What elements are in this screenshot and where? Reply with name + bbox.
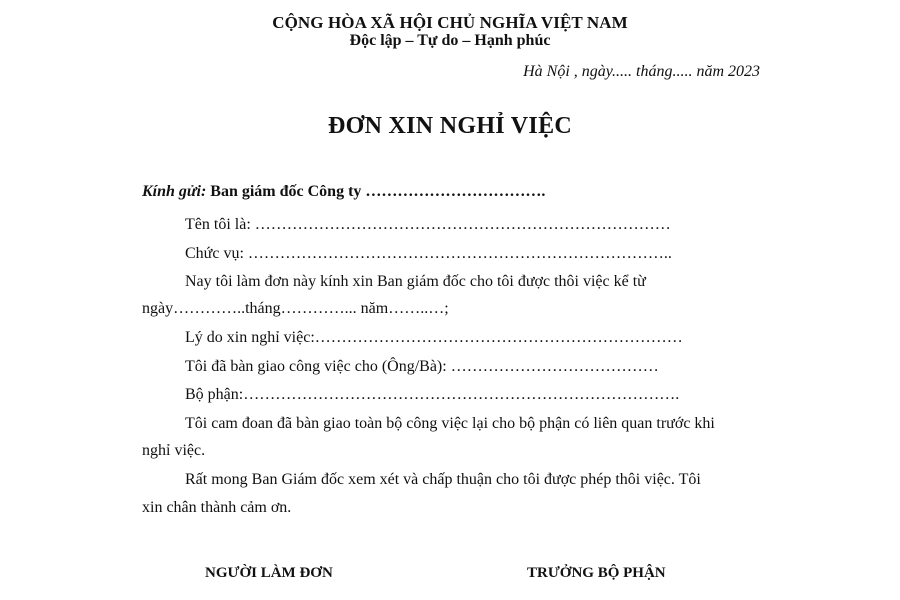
national-title: CỘNG HÒA XÃ HỘI CHỦ NGHĨA VIỆT NAM <box>272 13 628 32</box>
commitment-line-2: nghỉ việc. <box>142 442 206 459</box>
place-date-line: Hà Nội , ngày..... tháng..... năm 2023 <box>523 63 760 80</box>
commitment-line-1: Tôi cam đoan đã bàn giao toàn bộ công việc lại cho bộ phận có liên quan trước khi <box>185 415 715 432</box>
closing-line-1: Rất mong Ban Giám đốc xem xét và chấp thuận cho tôi được phép thôi việc. Tôi <box>185 471 701 488</box>
document-title: ĐƠN XIN NGHỈ VIỆC <box>327 113 573 139</box>
department-line: Bộ phận:………………………………………………………………………. <box>185 386 680 403</box>
reason-line: Lý do xin nghỉ việc:…………………………………………………………… <box>185 329 683 346</box>
closing-line-2: xin chân thành cảm ơn. <box>142 499 292 516</box>
handover-line: Tôi đã bàn giao công việc cho (Ông/Bà): ………………………………… <box>185 358 659 375</box>
department-head-signature-label: TRƯỞNG BỘ PHẬN <box>527 565 666 581</box>
request-line-2: ngày…………..tháng…………... năm……..…; <box>142 300 449 317</box>
national-motto: Độc lập – Tự do – Hạnh phúc <box>349 32 551 49</box>
recipient-target: Ban giám đốc Công ty ……………………………. <box>206 183 546 200</box>
request-line-1: Nay tôi làm đơn này kính xin Ban giám đốc cho tôi được thôi việc kể từ <box>185 273 646 290</box>
applicant-signature-label: NGƯỜI LÀM ĐƠN <box>205 565 333 581</box>
position-line: Chức vụ: …………………………………………………………………….. <box>185 245 672 262</box>
recipient-label: Kính gửi: <box>142 183 207 200</box>
recipient-line <box>142 183 545 201</box>
name-line: Tên tôi là: …………………………………………………………………… <box>185 216 671 233</box>
